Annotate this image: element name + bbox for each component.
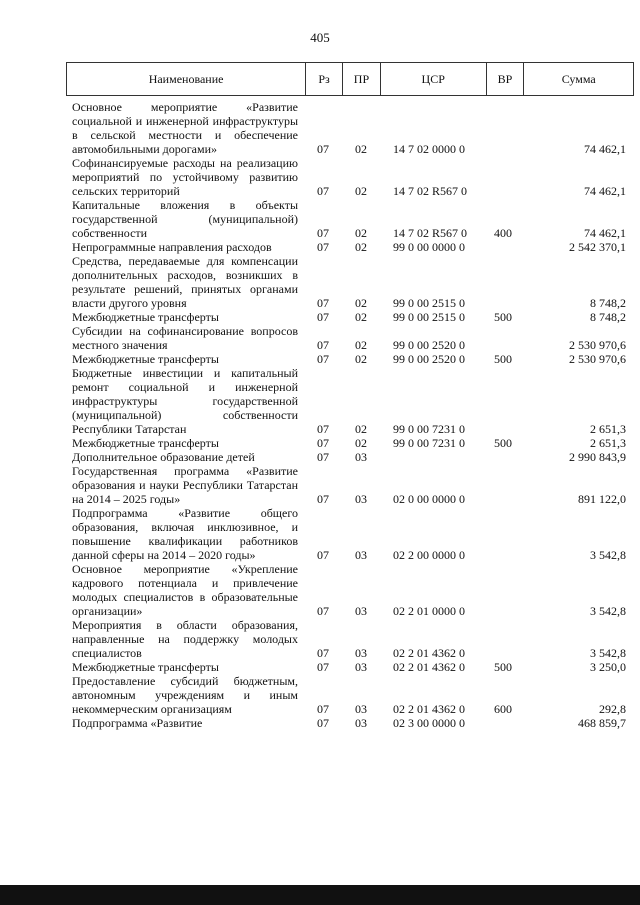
row-vr: 600 (494, 702, 512, 716)
row-name: Основное мероприятие «Укрепление кадрового потенциала и привлечение молодых специалистов в образовательные организации» (72, 562, 298, 618)
table-row (0, 366, 640, 436)
row-rz: 07 (317, 338, 329, 352)
row-vr: 500 (494, 352, 512, 366)
row-rz: 07 (317, 660, 329, 674)
table-row (0, 674, 640, 716)
row-sum: 468 859,7 (578, 716, 626, 730)
row-sum: 74 462,1 (584, 184, 626, 198)
row-rz: 07 (317, 604, 329, 618)
row-csr: 02 3 00 0000 0 (393, 716, 465, 730)
row-name: Бюджетные инвестиции и капитальный ремонт социальной и инженерной инфраструктуры государственной (муниципальной) собственности Республики Татарстан (72, 366, 298, 436)
row-csr: 02 2 01 4362 0 (393, 646, 465, 660)
header-csr: ЦСР (381, 63, 487, 95)
table-row (0, 506, 640, 562)
row-name: Подпрограмма «Развитие общего образования, включая инклюзивное, и повышение квалификации работников данной сферы на 2014 – 2020 годы» (72, 506, 298, 562)
row-name: Предоставление субсидий бюджетным, автономным учреждениям и иным некоммерческим организациям (72, 674, 298, 716)
row-pr: 02 (355, 310, 367, 324)
row-vr: 500 (494, 660, 512, 674)
row-pr: 02 (355, 226, 367, 240)
row-name: Дополнительное образование детей (72, 450, 255, 464)
row-name: Межбюджетные трансферты (72, 310, 219, 324)
row-sum: 74 462,1 (584, 226, 626, 240)
table-row (0, 324, 640, 352)
table-row (0, 618, 640, 660)
row-csr: 99 0 00 2515 0 (393, 310, 465, 324)
row-rz: 07 (317, 702, 329, 716)
row-name: Межбюджетные трансферты (72, 436, 219, 450)
row-sum: 3 542,8 (590, 604, 626, 618)
row-csr: 99 0 00 0000 0 (393, 240, 465, 254)
row-pr: 03 (355, 604, 367, 618)
table-row (0, 100, 640, 156)
row-csr: 02 0 00 0000 0 (393, 492, 465, 506)
row-rz: 07 (317, 450, 329, 464)
row-pr: 02 (355, 142, 367, 156)
row-pr: 02 (355, 240, 367, 254)
row-rz: 07 (317, 422, 329, 436)
row-csr: 02 2 01 4362 0 (393, 702, 465, 716)
row-name: Мероприятия в области образования, направленные на поддержку молодых специалистов (72, 618, 298, 660)
row-pr: 03 (355, 646, 367, 660)
row-sum: 292,8 (599, 702, 626, 716)
row-sum: 2 651,3 (590, 436, 626, 450)
row-pr: 03 (355, 660, 367, 674)
row-name: Межбюджетные трансферты (72, 660, 219, 674)
row-csr: 99 0 00 7231 0 (393, 436, 465, 450)
table-row (0, 660, 640, 674)
row-sum: 74 462,1 (584, 142, 626, 156)
row-rz: 07 (317, 296, 329, 310)
row-rz: 07 (317, 436, 329, 450)
row-rz: 07 (317, 226, 329, 240)
row-sum: 8 748,2 (590, 310, 626, 324)
header-sum: Сумма (561, 71, 596, 86)
table-row (0, 450, 640, 464)
row-csr: 99 0 00 2515 0 (393, 296, 465, 310)
table-row (0, 198, 640, 240)
row-csr: 14 7 02 0000 0 (393, 142, 465, 156)
row-rz: 07 (317, 142, 329, 156)
row-pr: 03 (355, 492, 367, 506)
row-sum: 2 530 970,6 (569, 352, 626, 366)
row-name: Подпрограмма «Развитие (72, 716, 203, 730)
header-pr: ПР (343, 63, 381, 95)
row-csr: 02 2 01 4362 0 (393, 660, 465, 674)
row-name: Капитальные вложения в объекты государственной (муниципальной) собственности (72, 198, 298, 240)
row-pr: 03 (355, 716, 367, 730)
row-name: Субсидии на софинансирование вопросов местного значения (72, 324, 298, 352)
header-vr: ВР (487, 63, 525, 95)
row-pr: 03 (355, 450, 367, 464)
row-csr: 99 0 00 7231 0 (393, 422, 465, 436)
row-csr: 02 2 00 0000 0 (393, 548, 465, 562)
row-rz: 07 (317, 240, 329, 254)
table-row (0, 254, 640, 310)
table-row (0, 156, 640, 198)
row-sum: 3 250,0 (590, 660, 626, 674)
row-name: Государственная программа «Развитие образования и науки Республики Татарстан на 2014 – 2025 годы» (72, 464, 298, 506)
table-row (0, 310, 640, 324)
row-pr: 02 (355, 184, 367, 198)
row-name: Межбюджетные трансферты (72, 352, 219, 366)
row-pr: 02 (355, 338, 367, 352)
row-rz: 07 (317, 646, 329, 660)
header-name: Наименование (67, 63, 306, 95)
row-name: Основное мероприятие «Развитие социальной и инженерной инфраструктуры в сельской местности и обеспечение автомобильными дорогами» (72, 100, 298, 156)
row-sum: 3 542,8 (590, 548, 626, 562)
row-rz: 07 (317, 184, 329, 198)
row-csr: 14 7 02 R567 0 (393, 184, 468, 198)
row-pr: 03 (355, 702, 367, 716)
table-row (0, 436, 640, 450)
row-vr: 500 (494, 310, 512, 324)
row-csr: 99 0 00 2520 0 (393, 338, 465, 352)
table-row (0, 464, 640, 506)
row-sum: 891 122,0 (578, 492, 626, 506)
row-pr: 03 (355, 548, 367, 562)
row-csr: 14 7 02 R567 0 (393, 226, 468, 240)
row-rz: 07 (317, 548, 329, 562)
row-sum: 2 990 843,9 (569, 450, 626, 464)
row-pr: 02 (355, 296, 367, 310)
table-body (0, 100, 640, 730)
scan-border (0, 885, 640, 905)
row-sum: 2 542 370,1 (569, 240, 626, 254)
row-name: Софинансируемые расходы на реализацию мероприятий по устойчивому развитию сельских территорий (72, 156, 298, 198)
row-rz: 07 (317, 492, 329, 506)
row-vr: 500 (494, 436, 512, 450)
row-csr: 99 0 00 2520 0 (393, 352, 465, 366)
table-row (0, 240, 640, 254)
row-pr: 02 (355, 422, 367, 436)
header-rz: Рз (306, 63, 343, 95)
row-sum: 2 530 970,6 (569, 338, 626, 352)
row-rz: 07 (317, 352, 329, 366)
table-row (0, 562, 640, 618)
row-name: Средства, передаваемые для компенсации дополнительных расходов, возникших в результате решений, принятых органами власти другого уровня (72, 254, 298, 310)
row-rz: 07 (317, 310, 329, 324)
row-rz: 07 (317, 716, 329, 730)
row-vr: 400 (494, 226, 512, 240)
row-name: Непрограммные направления расходов (72, 240, 272, 254)
row-pr: 02 (355, 436, 367, 450)
row-csr: 02 2 01 0000 0 (393, 604, 465, 618)
row-pr: 02 (355, 352, 367, 366)
row-sum: 8 748,2 (590, 296, 626, 310)
page-number: 405 (310, 30, 330, 45)
table-header (66, 62, 634, 96)
table-row (0, 716, 640, 730)
row-sum: 3 542,8 (590, 646, 626, 660)
table-row (0, 352, 640, 366)
row-sum: 2 651,3 (590, 422, 626, 436)
